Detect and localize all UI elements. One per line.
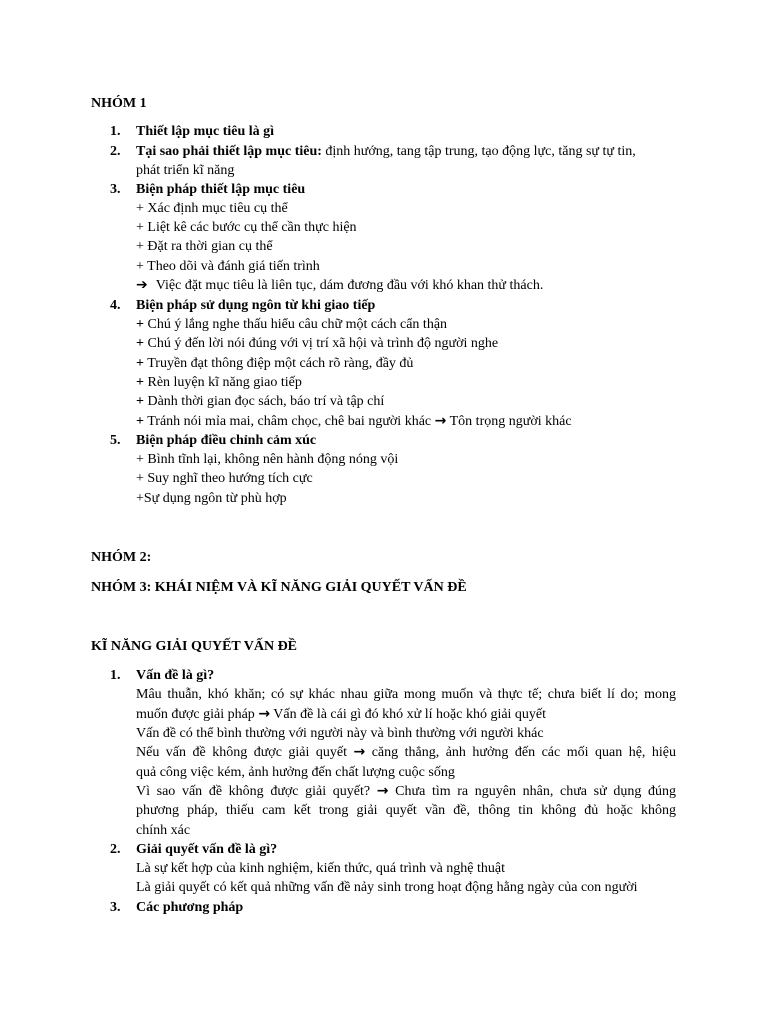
list-number: 3.: [110, 182, 121, 197]
bullet-text: Rèn luyện kĩ năng giao tiếp: [143, 375, 302, 390]
list-number: 5.: [110, 433, 121, 448]
bullet-line: + Xác định mục tiêu cụ thể: [136, 201, 288, 216]
plus-mark: +: [136, 414, 144, 429]
plus-mark: +: [136, 317, 144, 332]
group-1-heading: NHÓM 1: [91, 96, 147, 111]
list-number: 2.: [110, 842, 121, 857]
arrow-icon: →: [258, 706, 271, 722]
list-item-title: Tại sao phải thiết lập mục tiêu:: [136, 144, 322, 159]
arrow-icon: →: [434, 413, 447, 429]
list-item-title: Giải quyết vấn đề là gì?: [136, 842, 278, 857]
section-heading: KĨ NĂNG GIẢI QUYẾT VẤN ĐỀ: [91, 639, 298, 654]
paragraph-text: căng thẳng, ảnh hưởng đến các mối quan hệ, hiệu: [365, 745, 677, 760]
conclusion-line: [136, 276, 543, 295]
bullet-line: [136, 315, 447, 334]
list-number: 3.: [110, 900, 121, 915]
list-item-title: Biện pháp thiết lập mục tiêu: [136, 182, 306, 197]
paragraph-text: Nếu vấn đề không được giải quyết: [136, 745, 354, 760]
bullet-text: Chú ý lắng nghe thấu hiểu câu chữ một cách cẩn thận: [143, 317, 448, 332]
list-item-text: phát triển kĩ năng: [136, 163, 235, 178]
conclusion-text: Việc đặt mục tiêu là liên tục, dám đương đầu với khó khan thử thách.: [155, 278, 544, 293]
bullet-line: [136, 354, 413, 373]
list-number: 4.: [110, 298, 121, 313]
bullet-line: + Bình tĩnh lại, không nên hành động nóng vội: [136, 452, 399, 467]
plus-mark: +: [136, 375, 144, 390]
plus-mark: +: [136, 336, 144, 351]
paragraph-line: Mâu thuẫn, khó khăn; có sự khác nhau giữa mong muốn và thực tế; chưa biết lí do; mong: [136, 687, 676, 702]
paragraph-line: Là giải quyết có kết quả những vấn đề nảy sinh trong hoạt động hằng ngày của con người: [136, 880, 638, 895]
arrow-icon: →: [353, 744, 366, 760]
bullet-line: + Đặt ra thời gian cụ thể: [136, 239, 273, 254]
bullet-text: Truyền đạt thông điệp một cách rõ ràng, đầy đủ: [143, 356, 414, 371]
paragraph-line: chính xác: [136, 823, 191, 838]
bullet-line: + Suy nghĩ theo hướng tích cực: [136, 471, 313, 486]
plus-mark: +: [136, 394, 144, 409]
group-2-heading: NHÓM 2:: [91, 550, 152, 565]
paragraph-text: Vì sao vấn đề không được giải quyết?: [136, 784, 377, 799]
paragraph-line: Là sự kết hợp của kinh nghiệm, kiến thức, quá trình và nghệ thuật: [136, 861, 505, 876]
paragraph-text: muốn được giải pháp: [136, 707, 259, 722]
paragraph-text: Chưa tìm ra nguyên nhân, chưa sử dụng đúng: [388, 784, 676, 799]
list-item-title: Biện pháp sử dụng ngôn từ khi giao tiếp: [136, 298, 376, 313]
arrow-icon: ➔: [136, 277, 148, 293]
list-item-title: Thiết lập mục tiêu là gì: [136, 124, 275, 139]
bullet-line: [136, 392, 384, 411]
paragraph-line: [136, 782, 676, 801]
list-number: 1.: [110, 668, 121, 683]
list-item-title: Biện pháp điều chỉnh cảm xúc: [136, 433, 317, 448]
paragraph-line: [136, 743, 676, 762]
bullet-text: Tránh nói mỉa mai, châm chọc, chê bai người khác: [143, 414, 435, 429]
bullet-text: Tôn trọng người khác: [446, 414, 572, 429]
bullet-line: +Sự dụng ngôn từ phù hợp: [136, 491, 287, 506]
paragraph-line: quả công việc kém, ảnh hưởng đến chất lượng cuộc sống: [136, 765, 455, 780]
list-item-title: Các phương pháp: [136, 900, 244, 915]
list-number: 1.: [110, 124, 121, 139]
arrow-icon: →: [376, 783, 389, 799]
paragraph-text: Vấn đề là cái gì đó khó xử lí hoặc khó giải quyết: [270, 707, 547, 722]
group-3-heading: NHÓM 3: KHÁI NIỆM VÀ KĨ NĂNG GIẢI QUYẾT VẤN ĐỀ: [91, 580, 467, 595]
bullet-line: + Liệt kê các bước cụ thể cần thực hiện: [136, 220, 357, 235]
paragraph-line: phương pháp, thiếu cam kết trong giải quyết vần đề, thông tin không đủ hoặc không: [136, 803, 676, 818]
paragraph-line: Vấn đề có thể bình thường với người này và bình thường với người khác: [136, 726, 544, 741]
bullet-line: [136, 373, 302, 392]
list-item-text: định hướng, tang tập trung, tạo động lực, tăng sự tự tin,: [321, 144, 636, 159]
list-item-title: Vấn đề là gì?: [136, 668, 215, 683]
paragraph-line: [136, 705, 546, 724]
bullet-line: + Theo dõi và đánh giá tiến trình: [136, 259, 320, 274]
plus-mark: +: [136, 356, 144, 371]
bullet-line: [136, 412, 572, 431]
list-item: [136, 142, 636, 161]
list-number: 2.: [110, 144, 121, 159]
bullet-text: Chú ý đến lời nói đúng với vị trí xã hội và trình độ người nghe: [143, 336, 499, 351]
bullet-text: Dành thời gian đọc sách, báo trí và tập chí: [143, 394, 385, 409]
bullet-line: [136, 334, 498, 353]
